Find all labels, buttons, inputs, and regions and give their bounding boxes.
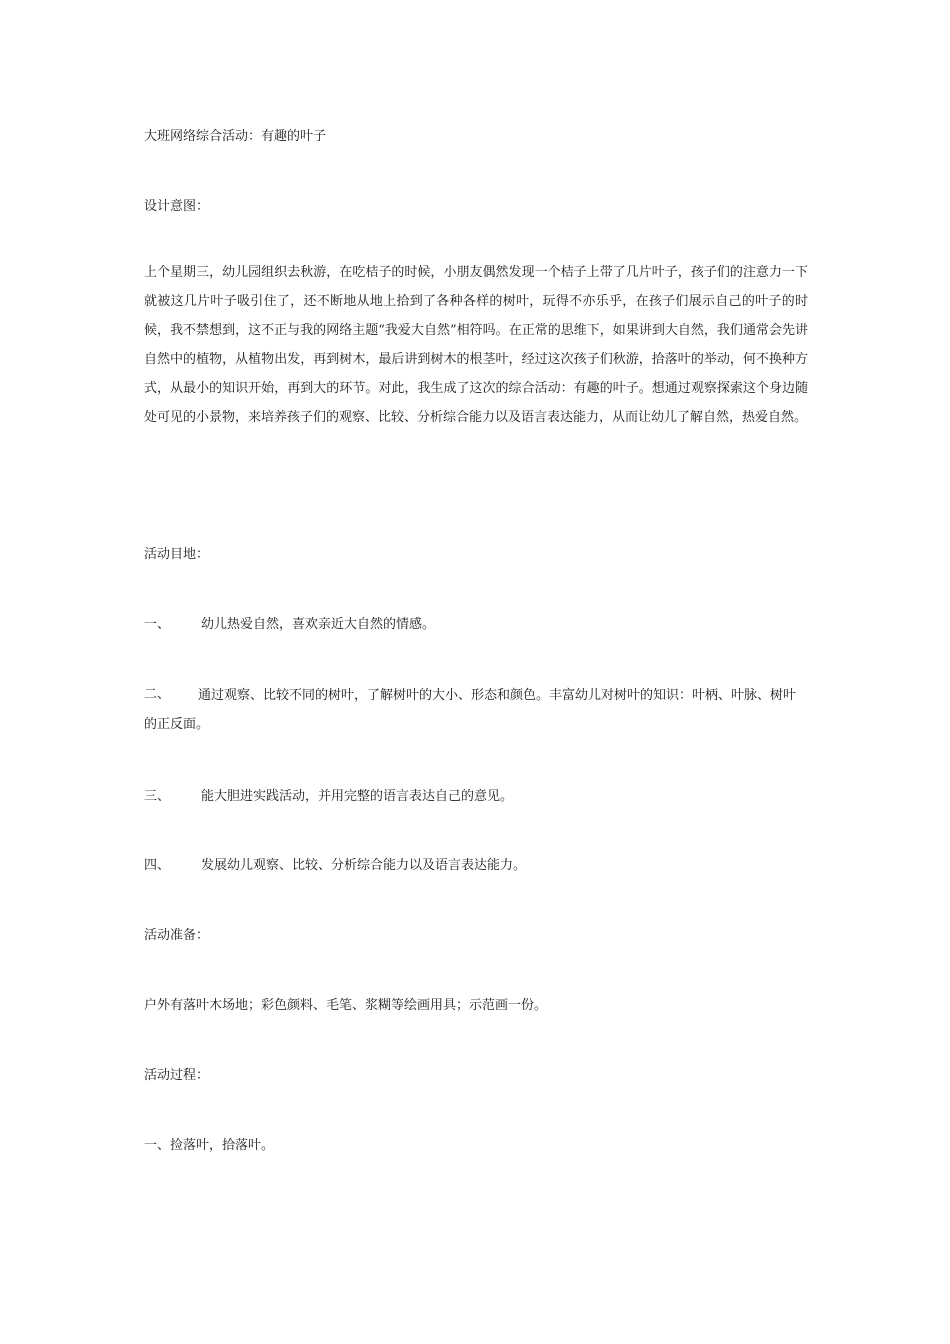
intent-heading: 设计意图：	[144, 199, 210, 214]
goal-number: 四、	[144, 858, 171, 873]
prep-heading: 活动准备：	[144, 928, 210, 943]
intent-paragraph: 上个星期三，幼儿园组织去秋游，在吃桔子的时候，小朋友偶然发现一个桔子上带了几片叶子，孩子们的注意力一下就被这几片叶子吸引住了，还不断地从地上拾到了各种各样的树叶，玩得不亦乐乎，在孩子们展示自己的叶子的时候，我不禁想到，这不正与我的网络主题“我爱大自然”相符吗。在正常的思维下，如果讲到大自然，我们通常会先讲自然中的植物，从植物出发，再到树木，最后讲到树木的根茎叶，经过这次孩子们秋游，拾落叶的举动，何不换种方式，从最小的知识开始，再到大的环节。对此，我生成了这次的综合活动：有趣的叶子。想通过观察探索这个身边随处可见的小景物，来培养孩子们的观察、比较、分析综合能力以及语言表达能力，从而让幼儿了解自然，热爱自然。	[144, 265, 808, 425]
goal-number: 二、	[144, 687, 171, 702]
goal-number: 一、	[144, 617, 171, 632]
document-title: 大班网络综合活动：有趣的叶子	[144, 129, 327, 144]
goals-heading: 活动目地：	[144, 547, 210, 562]
goal-text: 幼儿热爱自然，喜欢亲近大自然的情感。	[201, 617, 436, 632]
prep-paragraph: 户外有落叶木场地；彩色颜料、毛笔、浆糊等绘画用具；示范画一份。	[144, 998, 548, 1013]
goal-text: 发展幼儿观察、比较、分析综合能力以及语言表达能力。	[201, 858, 527, 873]
process-step: 一、捡落叶，拾落叶。	[144, 1138, 275, 1153]
process-heading: 活动过程：	[144, 1068, 210, 1083]
goal-number: 三、	[144, 789, 171, 804]
goal-text: 通过观察、比较不同的树叶，了解树叶的大小、形态和颜色。丰富幼儿对树叶的知识：叶柄、叶脉、树叶的正反面。	[144, 688, 797, 732]
goal-text: 能大胆进实践活动，并用完整的语言表达自己的意见。	[201, 789, 514, 804]
